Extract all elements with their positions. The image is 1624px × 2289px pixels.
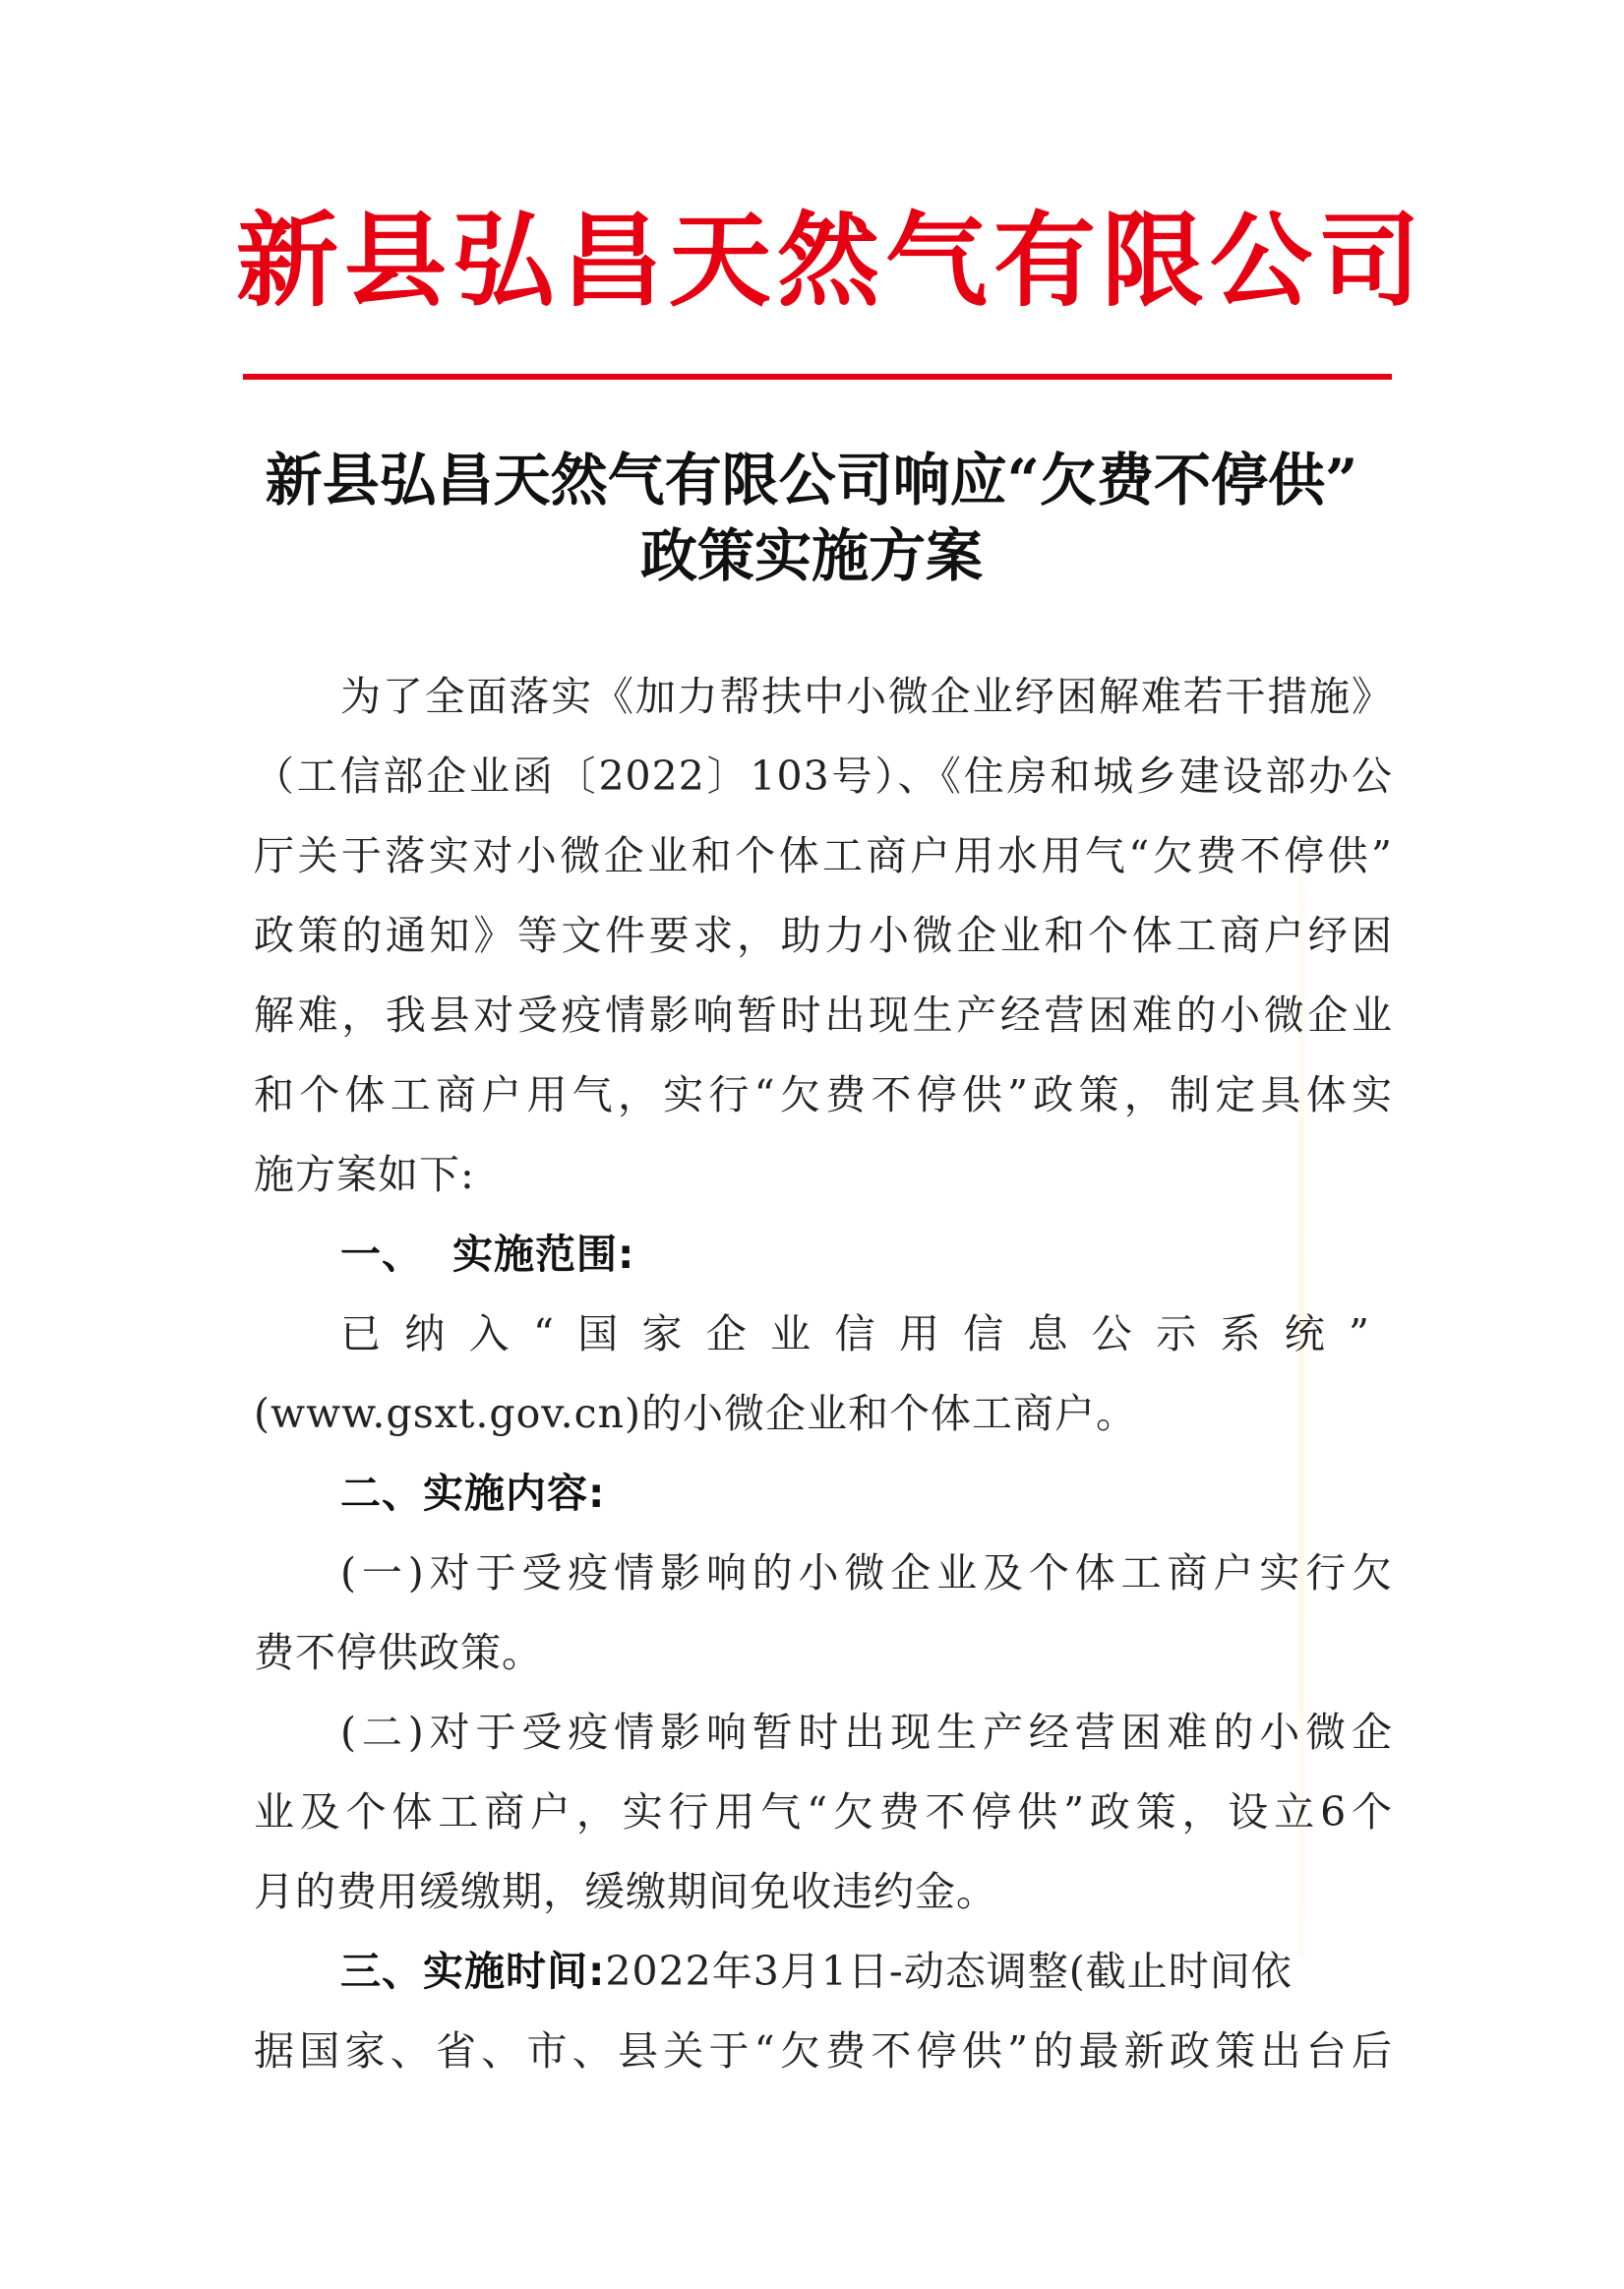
- letterhead-company-name: 新县弘昌天然气有限公司: [236, 201, 1427, 321]
- section-3-first-line: [254, 1932, 1393, 2012]
- intro-paragraph: [254, 657, 1393, 2091]
- intro-line: 厅关于落实对小微企业和个体工商户用水用气“欠费不停供”: [254, 832, 1393, 879]
- document-title-line-2: 政策实施方案: [639, 522, 983, 589]
- section-1-number: 一、: [340, 1231, 423, 1278]
- intro-line: 为了全面落实《加力帮扶中小微企业纾困解难若干措施》: [340, 673, 1393, 720]
- intro-line: （工信部企业函〔2022〕103号）、《住房和城乡建设部办公: [254, 753, 1393, 800]
- section-2-item-1-line: (一)对于受疫情影响的小微企业及个体工商户实行欠: [340, 1549, 1393, 1596]
- intro-line: 政策的通知》等文件要求，助力小微企业和个体工商户纾困: [254, 912, 1393, 959]
- section-2-item-1-line: 费不停供政策。: [254, 1629, 543, 1676]
- section-1-line: (www.gsxt.gov.cn)的小微企业和个体工商户。: [254, 1390, 1137, 1437]
- section-2-item-2-line: 月的费用缓缴期，缓缴期间免收违约金。: [254, 1868, 997, 1915]
- intro-line: 解难，我县对受疫情影响暂时出现生产经营困难的小微企业: [254, 992, 1393, 1039]
- section-1-title: 实施范围:: [452, 1231, 635, 1278]
- section-2-item-2-line: 业及个体工商户，实行用气“欠费不停供”政策，设立6个: [254, 1788, 1393, 1836]
- document-title-line-1: 新县弘昌天然气有限公司响应“欠费不停供”: [265, 447, 1358, 513]
- intro-line: 和个体工商户用气，实行“欠费不停供”政策，制定具体实: [254, 1071, 1393, 1118]
- section-3-line: 2022年3月1日-动态调整(截止时间依: [605, 1948, 1293, 1995]
- letterhead-red-rule: [243, 374, 1392, 380]
- section-3-line: 据国家、省、市、县关于“欠费不停供”的最新政策出台后: [254, 2027, 1393, 2075]
- section-1-heading: [254, 1215, 1393, 1295]
- section-2-item-2-line: (二)对于受疫情影响暂时出现生产经营困难的小微企: [340, 1709, 1393, 1756]
- section-1-line: 已纳入“国家企业信用信息公示系统”: [340, 1310, 1393, 1357]
- section-2-heading: 二、实施内容:: [340, 1470, 606, 1517]
- intro-line: 施方案如下:: [254, 1151, 475, 1198]
- section-3-title: 三、实施时间:: [340, 1948, 606, 1995]
